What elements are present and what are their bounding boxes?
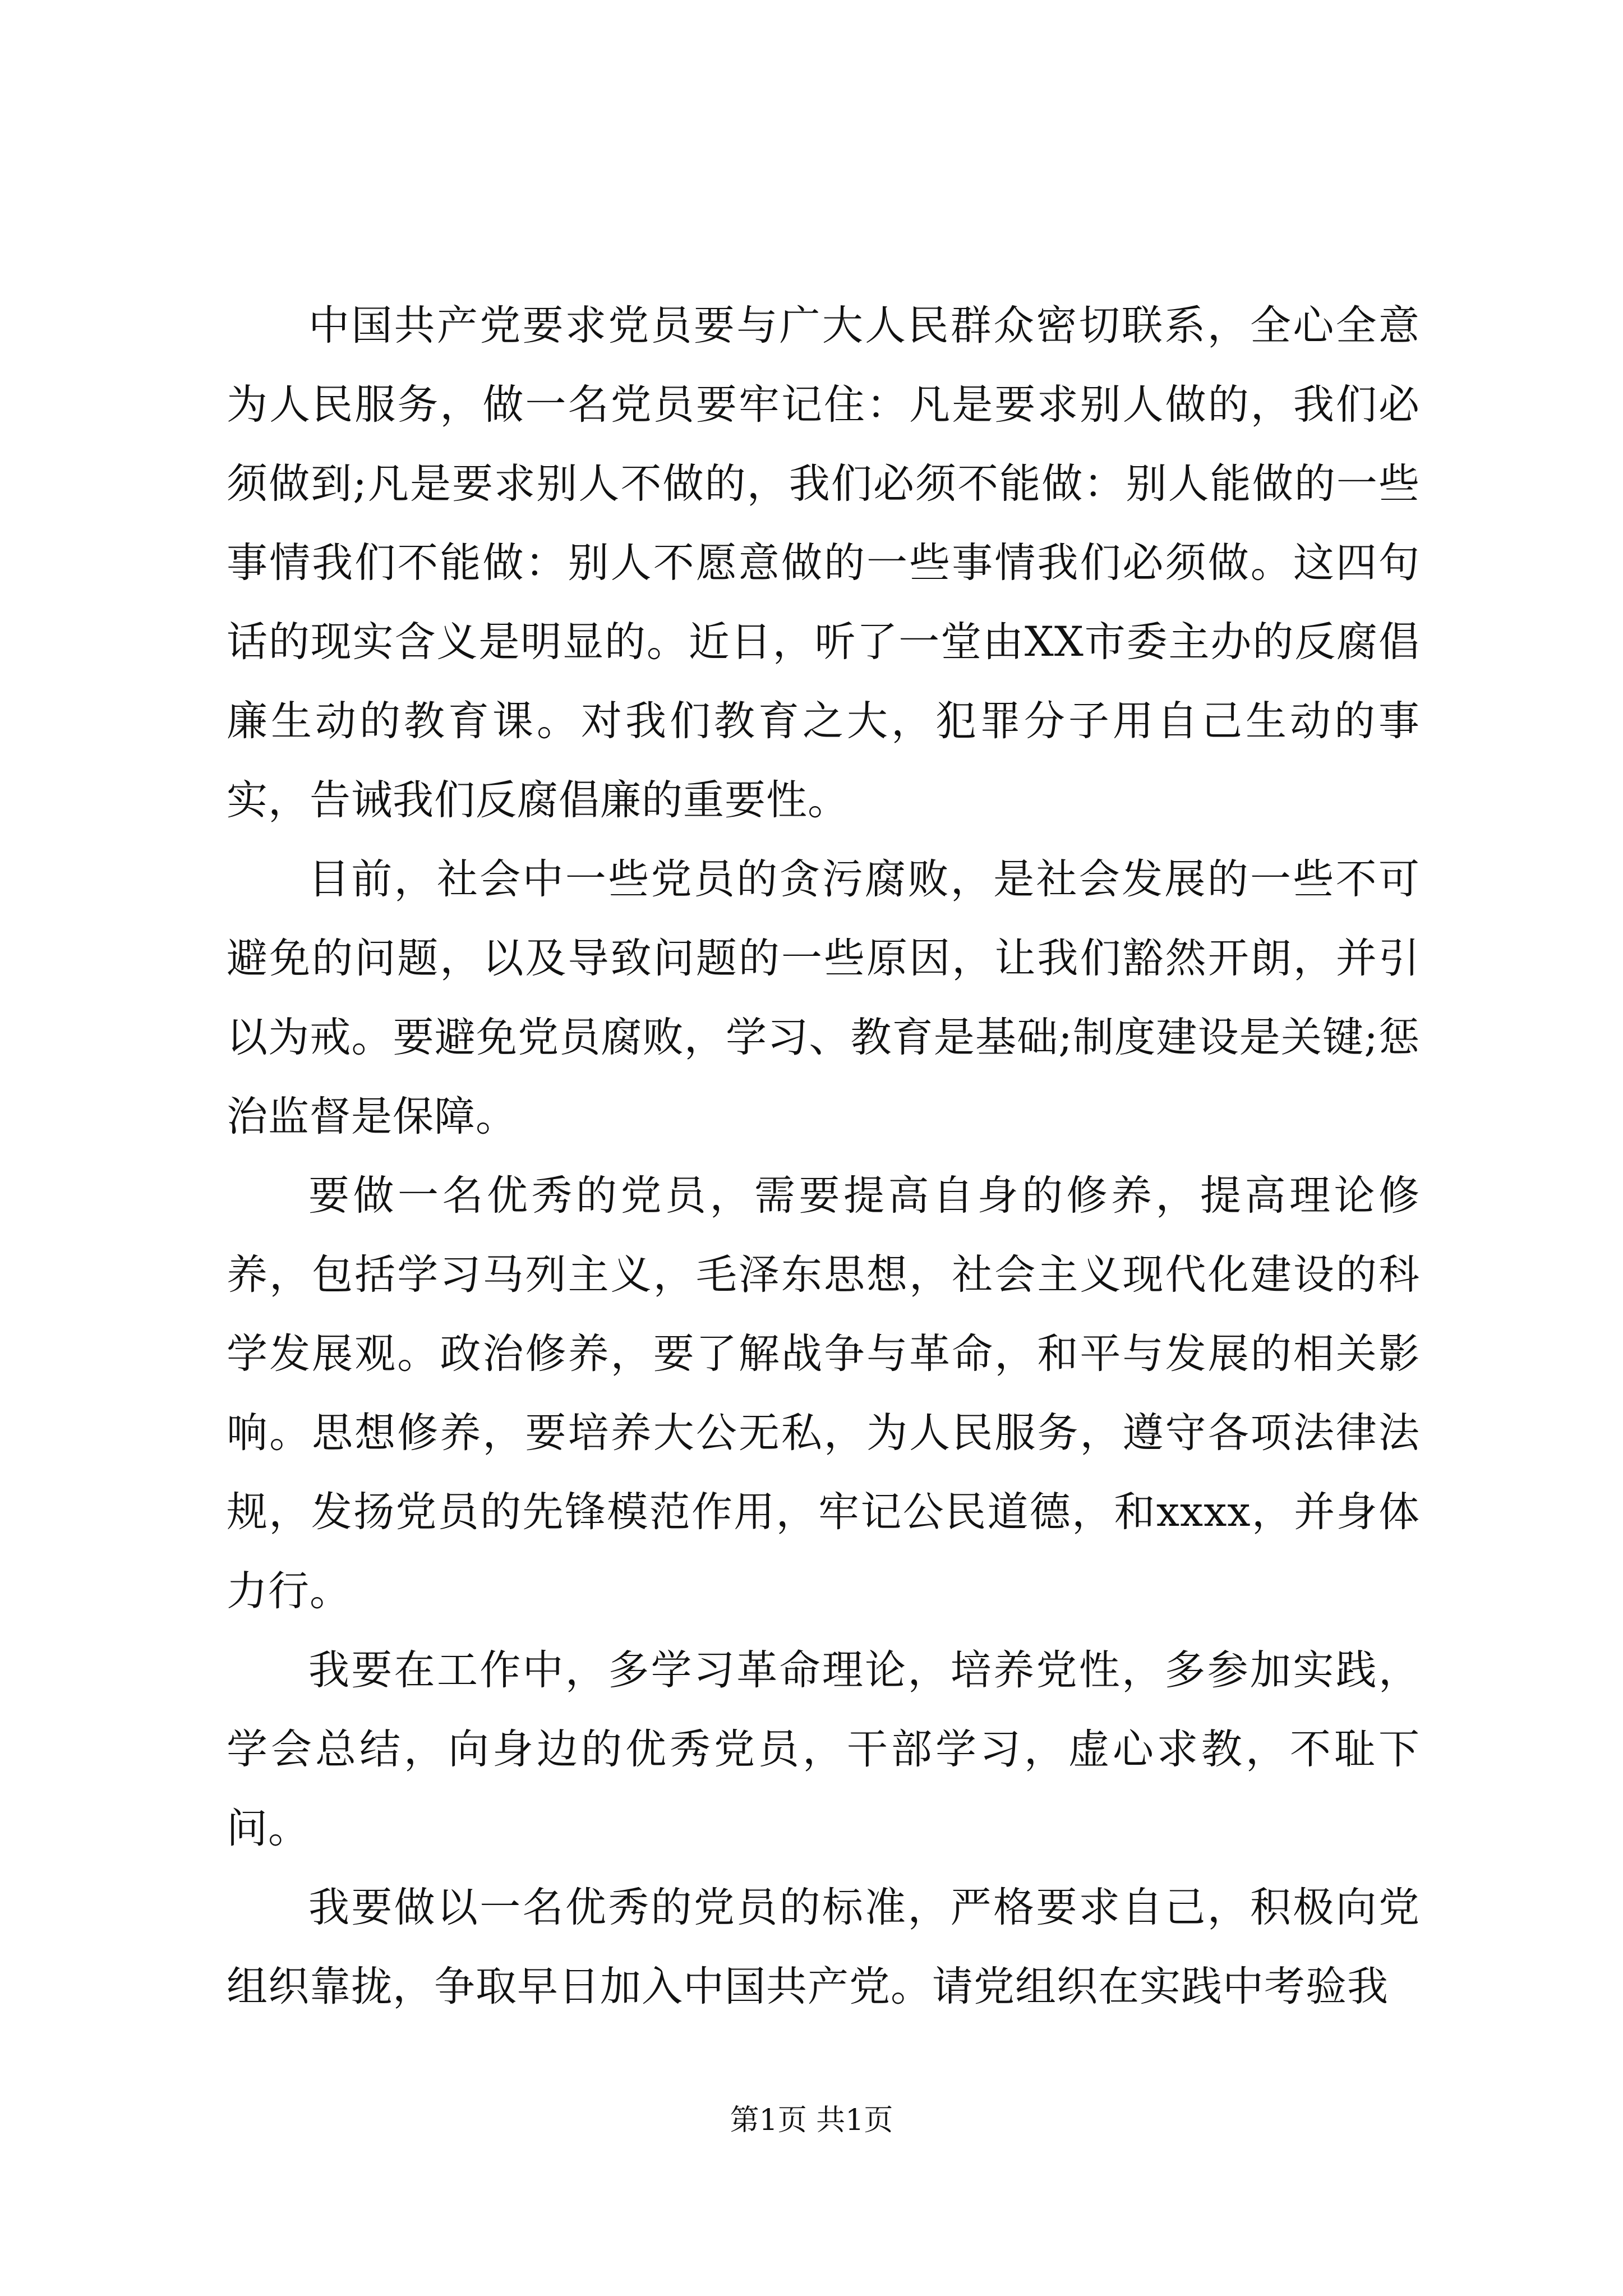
document-body [227,286,1420,2026]
paragraph-2: 目前，社会中一些党员的贪污腐败，是社会发展的一些不可避免的问题，以及导致问题的一些原因，让我们豁然开朗，并引以为戒。要避免党员腐败，学习、教育是基础;制度建设是关键;惩治监督是保障。 [227,855,1420,1140]
paragraph-3: 要做一名优秀的党员，需要提高自身的修养，提高理论修养，包括学习马列主义，毛泽东思想，社会主义现代化建设的科学发展观。政治修养，要了解战争与革命，和平与发展的相关影响。思想修养，要培养大公无私，为人民服务，遵守各项法律法规，发扬党员的先锋模范作用，牢记公民道德，和xxxx，并身体力行。 [227,1172,1420,1615]
paragraph-4: 我要在工作中，多学习革命理论，培养党性，多参加实践，学会总结，向身边的优秀党员，干部学习，虚心求教，不耻下问。 [227,1646,1420,1852]
page-footer: 第1页 共1页 [730,2104,893,2137]
paragraph-5: 我要做以一名优秀的党员的标准，严格要求自己，积极向党组织靠拢，争取早日加入中国共产党。请党组织在实践中考验我 [227,1884,1420,2010]
paragraph-1: 中国共产党要求党员要与广大人民群众密切联系，全心全意为人民服务，做一名党员要牢记住：凡是要求别人做的，我们必须做到;凡是要求别人不做的，我们必须不能做：别人能做的一些事情我们不能做：别人不愿意做的一些事情我们必须做。这四句话的现实含义是明显的。近日，听了一堂由XX市委主办的反腐倡廉生动的教育课。对我们教育之大，犯罪分子用自己生动的事实，告诫我们反腐倡廉的重要性。 [227,302,1420,824]
